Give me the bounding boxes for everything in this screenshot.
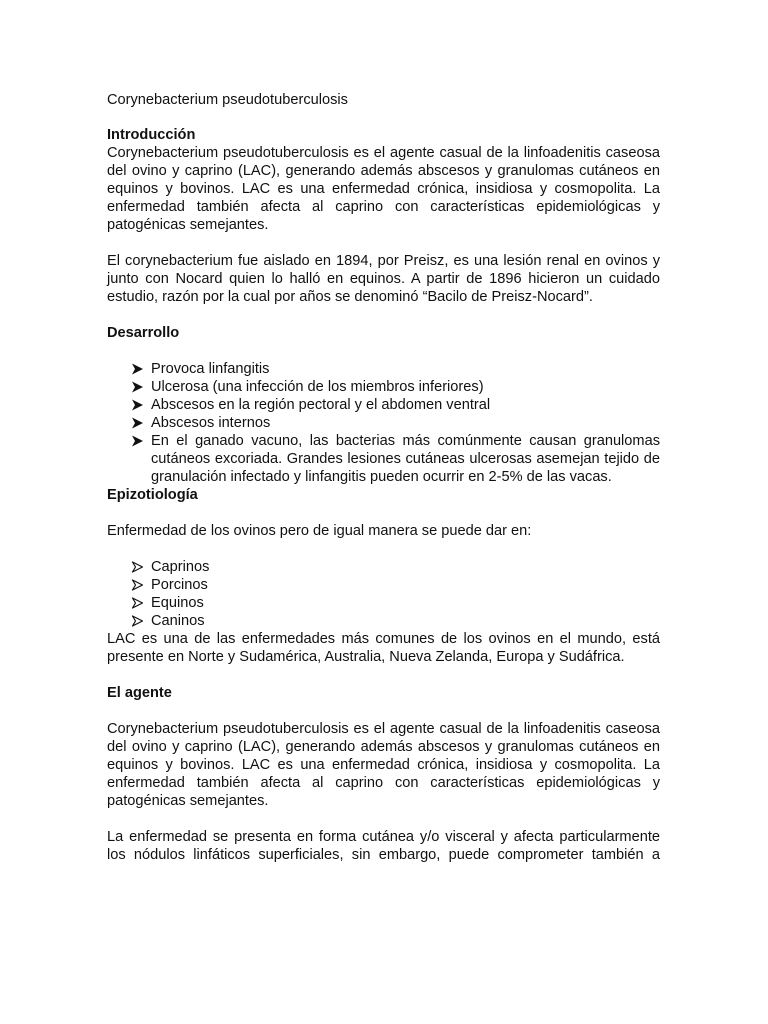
paragraph-agente-1: Corynebacterium pseudotuberculosis es el agente casual de la linfoadenitis caseosa del ovino y caprino (LAC), generando además abscesos y granulomas cutáneos en equinos y bovinos. LAC es una enfermedad crónica, insidiosa y cosmopolita. La enfermedad también afecta al caprino con características epidemiológicas y patogénicas semejantes. [107, 721, 660, 809]
filled-arrow-bullet-icon [131, 396, 145, 414]
list-item [107, 396, 660, 414]
list-item [107, 558, 660, 576]
list-item [107, 594, 660, 612]
paragraph-intro-2: El corynebacterium fue aislado en 1894, por Preisz, es una lesión renal en ovinos y junto con Nocard quien lo halló en equinos. A partir de 1896 hicieron un cuidado estudio, razón por la cual por años se denominó “Bacilo de Preisz-Nocard”. [107, 253, 660, 305]
outline-arrow-bullet-icon [131, 612, 145, 630]
desarrollo-list [107, 360, 660, 486]
list-item-text: En el ganado vacuno, las bacterias más comúnmente causan granulomas cutáneos excoriada. Grandes lesiones cutáneas ulcerosas asemejan tejido de granulación infectado y linfangitis pueden ocurrir en 2-5% de las vacas. [151, 433, 660, 485]
list-item-text: Caninos [151, 613, 205, 629]
list-item [107, 432, 660, 486]
heading-epizotiologia: Epizotiología [107, 487, 198, 503]
list-item [107, 576, 660, 594]
heading-introduccion: Introducción [107, 127, 196, 143]
document-page [107, 91, 660, 864]
outline-arrow-bullet-icon [131, 576, 145, 594]
list-item-text: Abscesos en la región pectoral y el abdomen ventral [151, 397, 491, 413]
list-item-text: Caprinos [151, 559, 210, 575]
list-item [107, 378, 660, 396]
list-item [107, 612, 660, 630]
list-item [107, 360, 660, 378]
list-item-text: Ulcerosa (una infección de los miembros inferiores) [151, 379, 484, 395]
heading-agente: El agente [107, 685, 172, 701]
list-item-text: Equinos [151, 595, 204, 611]
list-item [107, 414, 660, 432]
outline-arrow-bullet-icon [131, 558, 145, 576]
paragraph-epizo-2: LAC es una de las enfermedades más comunes de los ovinos en el mundo, está presente en Norte y Sudamérica, Australia, Nueva Zelanda, Europa y Sudáfrica. [107, 631, 660, 665]
document-title: Corynebacterium pseudotuberculosis [107, 92, 348, 108]
filled-arrow-bullet-icon [131, 360, 145, 378]
paragraph-epizo-intro: Enfermedad de los ovinos pero de igual manera se puede dar en: [107, 523, 532, 539]
list-item-text: Provoca linfangitis [151, 361, 270, 377]
list-item-text: Porcinos [151, 577, 208, 593]
paragraph-agente-2: La enfermedad se presenta en forma cutánea y/o visceral y afecta particularmente los nódulos linfáticos superficiales, sin embargo, puede comprometer también a [107, 829, 660, 863]
list-item-text: Abscesos internos [151, 415, 271, 431]
filled-arrow-bullet-icon [131, 414, 145, 432]
heading-desarrollo: Desarrollo [107, 325, 180, 341]
epizotiologia-list [107, 558, 660, 630]
filled-arrow-bullet-icon [131, 378, 145, 396]
outline-arrow-bullet-icon [131, 594, 145, 612]
filled-arrow-bullet-icon [131, 432, 145, 450]
paragraph-intro-1: Corynebacterium pseudotuberculosis es el agente casual de la linfoadenitis caseosa del ovino y caprino (LAC), generando además abscesos y granulomas cutáneos en equinos y bovinos. LAC es una enfermedad crónica, insidiosa y cosmopolita. La enfermedad también afecta al caprino con características epidemiológicas y patogénicas semejantes. [107, 145, 660, 233]
